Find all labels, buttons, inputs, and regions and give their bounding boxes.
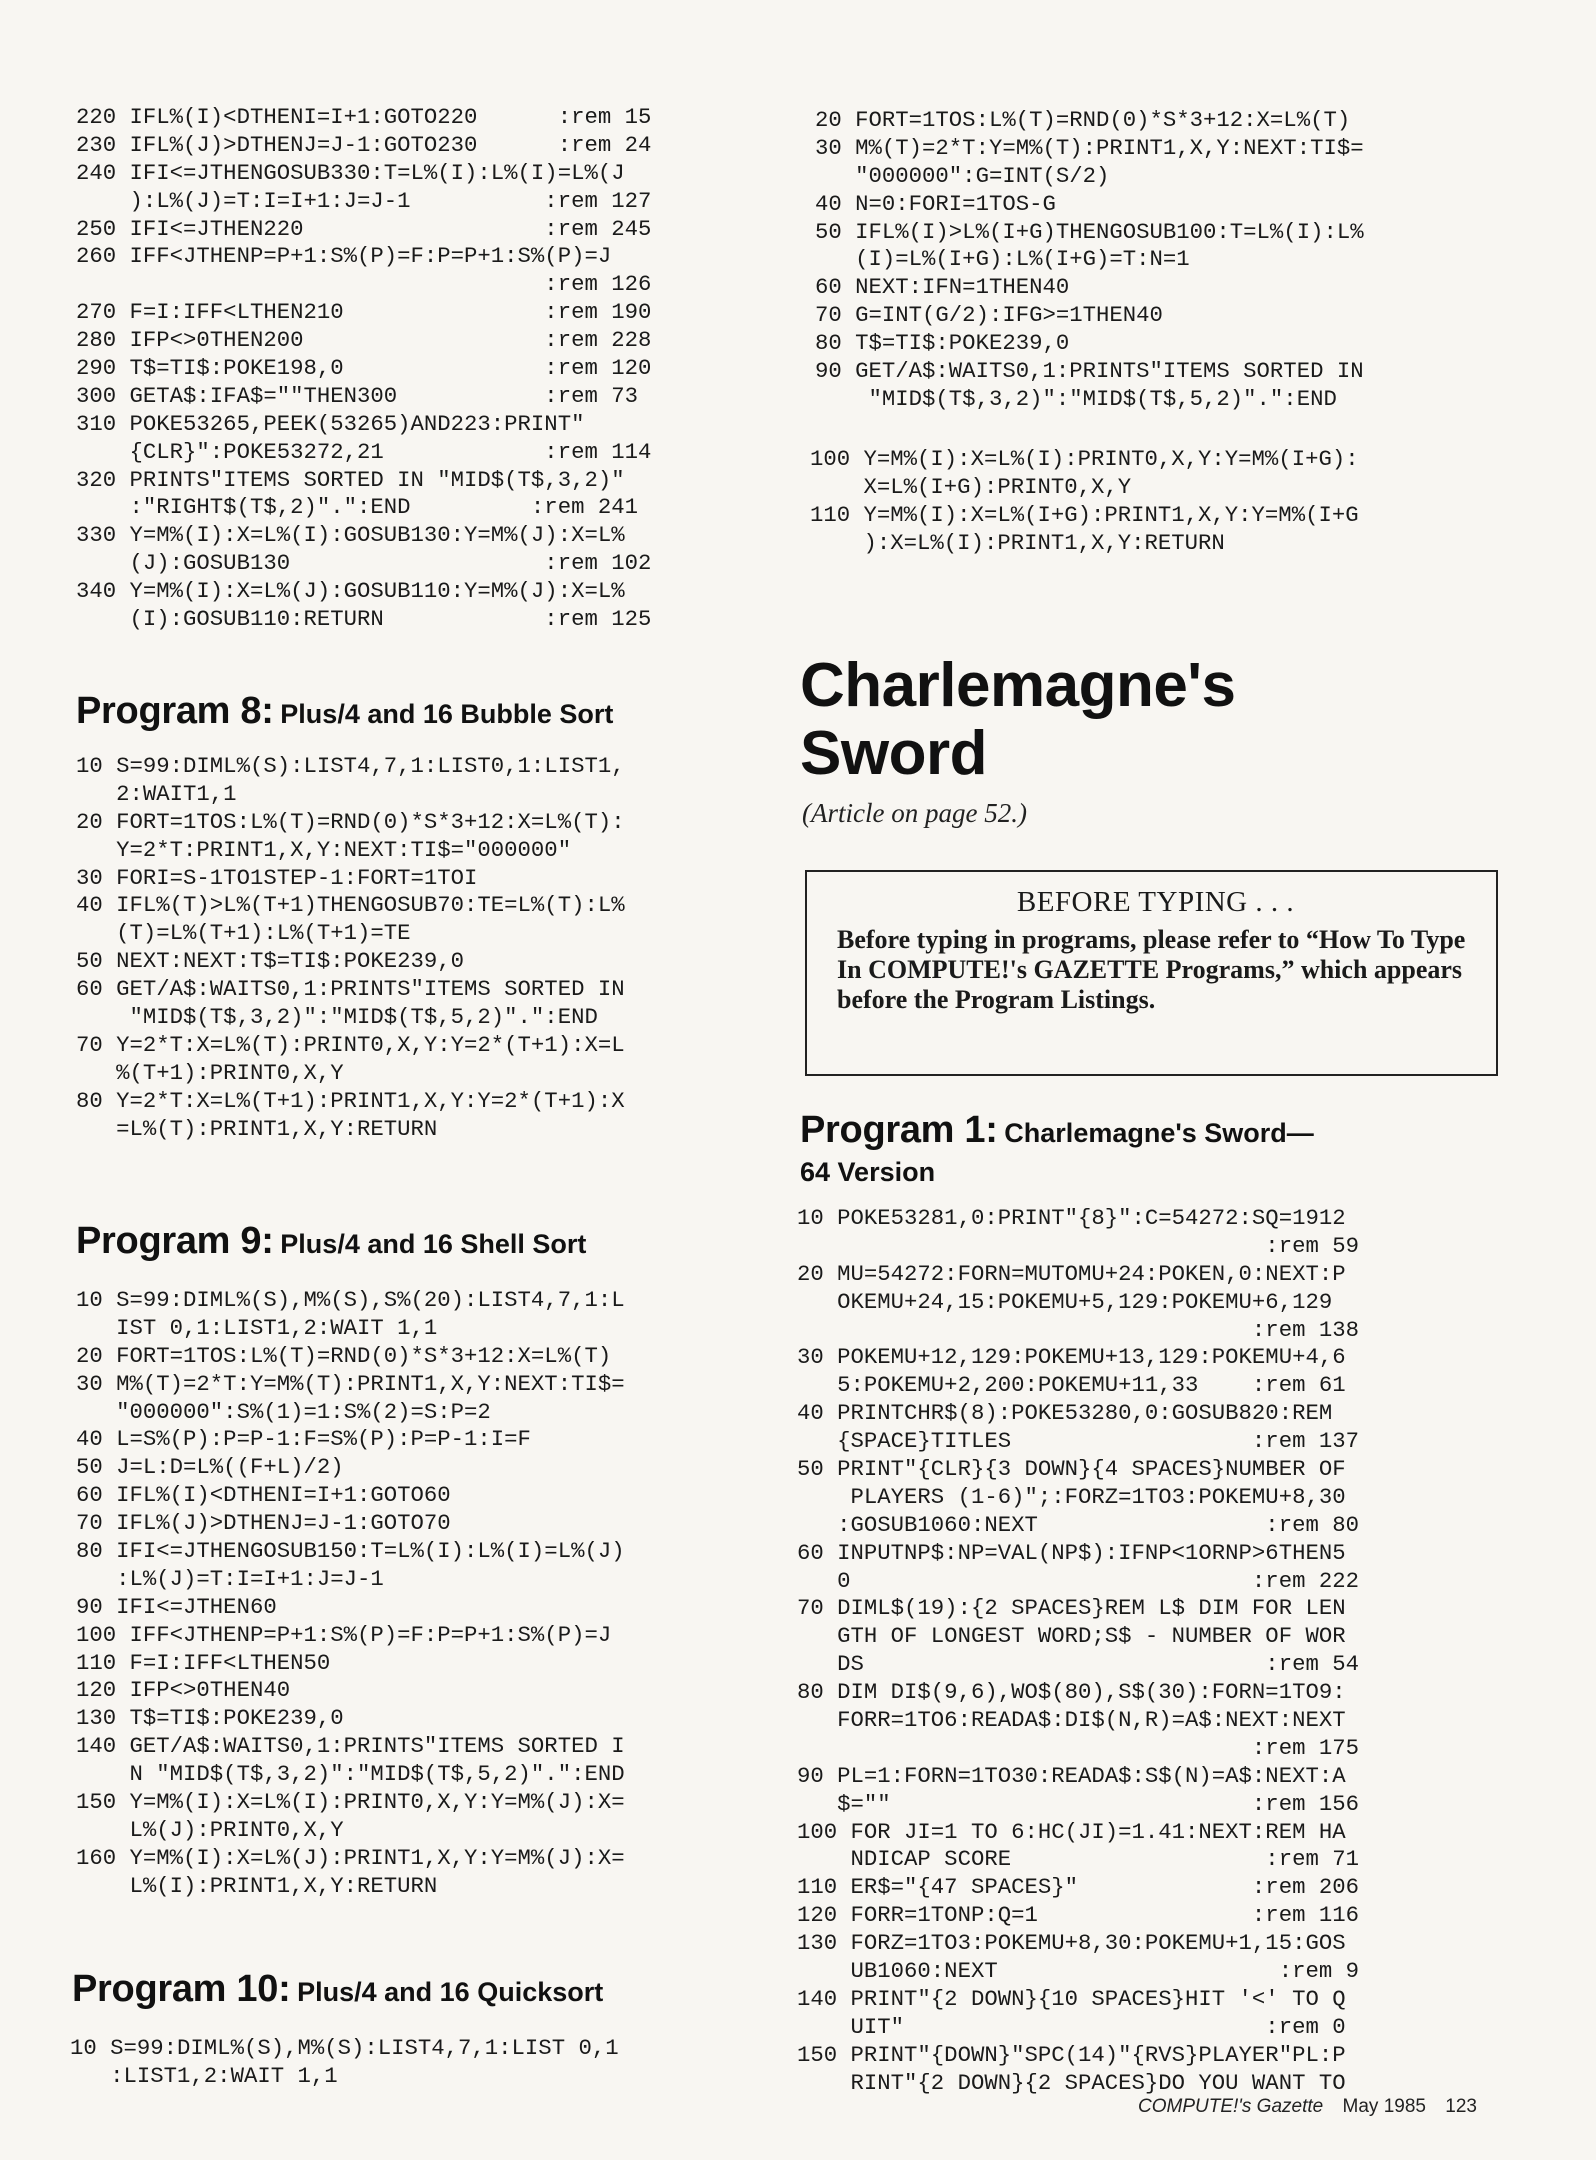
program-1-subtitle: 64 Version (800, 1157, 936, 1187)
listing-continued-right (815, 107, 1364, 414)
code-line: 0 :rem 222 (797, 1567, 1359, 1594)
article-title-line-1: Charlemagne's (800, 651, 1236, 720)
code-line: :GOSUB1060:NEXT :rem 80 (797, 1511, 1359, 1538)
code-line: 30 M%(T)=2*T:Y=M%(T):PRINT1,X,Y:NEXT:TI$= (76, 1370, 625, 1397)
code-line: $="" :rem 156 (797, 1790, 1359, 1817)
code-line: :"RIGHT$(T$,2)".":END :rem 241 (76, 494, 638, 521)
code-line: :L%(J)=T:I=I+1:J=J-1 (76, 1565, 384, 1592)
code-line: 140 PRINT"{2 DOWN}{10 SPACES}HIT '<' TO Q (797, 1985, 1346, 2012)
code-line: (T)=L%(T+1):L%(T+1)=TE (76, 920, 411, 947)
program-1-listing (797, 1205, 1359, 2098)
code-line: 130 T$=TI$:POKE239,0 (76, 1705, 344, 1732)
before-typing-box (805, 870, 1498, 1076)
page-footer (1138, 2096, 1477, 2118)
article-page-note: (Article on page 52.) (802, 798, 1027, 828)
code-line: 10 POKE53281,0:PRINT"{8}":C=54272:SQ=1912 (797, 1205, 1346, 1231)
footer-page-number: 123 (1445, 2096, 1477, 2117)
code-line: 150 Y=M%(I):X=L%(I):PRINT0,X,Y:Y=M%(J):X= (76, 1789, 625, 1816)
code-line: 40 L=S%(P):P=P-1:F=S%(P):P=P-1:I=F (76, 1426, 531, 1453)
program-9-heading (76, 1220, 586, 1263)
code-line: 140 GET/A$:WAITS0,1:PRINTS"ITEMS SORTED I (76, 1733, 625, 1760)
article-title-line-2: Sword (800, 719, 987, 788)
code-line: 100 FOR JI=1 TO 6:HC(JI)=1.41:NEXT:REM HA (797, 1818, 1346, 1845)
before-typing-title: BEFORE TYPING . . . (1016, 886, 1295, 918)
code-line: 5:POKEMU+2,200:POKEMU+11,33 :rem 61 (797, 1372, 1346, 1399)
code-line: 310 POKE53265,PEEK(53265)AND223:PRINT" (76, 410, 585, 437)
code-line: 150 PRINT"{DOWN}"SPC(14)"{RVS}PLAYER"PL:P (797, 2041, 1346, 2068)
code-line: 260 IFF<JTHENP=P+1:S%(P)=F:P=P+1:S%(P)=J (76, 243, 612, 270)
code-line: RINT"{2 DOWN}{2 SPACES}DO YOU WANT TO (797, 2069, 1346, 2096)
code-line: 80 IFI<=JTHENGOSUB150:T=L%(I):L%(I)=L%(J) (76, 1538, 625, 1565)
code-line: 60 GET/A$:WAITS0,1:PRINTS"ITEMS SORTED IN (76, 976, 625, 1003)
program-1-number: Program 1: (800, 1109, 998, 1151)
code-line: FORR=1TO6:READA$:DI$(N,R)=A$:NEXT:NEXT (797, 1707, 1346, 1734)
code-line: 20 MU=54272:FORN=MUTOMU+24:POKEN,0:NEXT:P (797, 1260, 1346, 1287)
code-line: 110 Y=M%(I):X=L%(I+G):PRINT1,X,Y:Y=M%(I+G (810, 501, 1359, 528)
footer-date: May 1985 (1342, 2096, 1426, 2117)
code-line: 30 FORI=S-1TO1STEP-1:FORT=1TOI (76, 864, 478, 891)
code-line: 80 DIM DI$(9,6),WO$(80),S$(30):FORN=1TO9: (797, 1679, 1346, 1706)
code-line: 70 IFL%(J)>DTHENJ=J-1:GOTO70 (76, 1510, 451, 1537)
code-line: :rem 126 (76, 271, 652, 298)
code-line: Y=2*T:PRINT1,X,Y:NEXT:TI$="000000" (76, 836, 572, 863)
program-1-heading (800, 1108, 1314, 1187)
code-line: 90 IFI<=JTHEN60 (76, 1593, 277, 1620)
code-line: 20 FORT=1TOS:L%(T)=RND(0)*S*3+12:X=L%(T) (815, 107, 1351, 133)
code-line: 70 G=INT(G/2):IFG>=1THEN40 (815, 302, 1163, 329)
code-line: UIT" :rem 0 (797, 2013, 1346, 2040)
code-line: 60 IFL%(I)<DTHENI=I+1:GOTO60 (76, 1482, 451, 1509)
program-9-title: Plus/4 and 16 Shell Sort (280, 1229, 587, 1259)
code-line: 100 IFF<JTHENP=P+1:S%(P)=F:P=P+1:S%(P)=J (76, 1621, 612, 1648)
code-line: 280 IFP<>0THEN200 :rem 228 (76, 327, 652, 354)
code-line: 2:WAIT1,1 (76, 780, 237, 807)
code-line: (I):GOSUB110:RETURN :rem 125 (76, 606, 652, 633)
code-line: ):X=L%(I):PRINT1,X,Y:RETURN (810, 529, 1225, 556)
code-line: 30 POKEMU+12,129:POKEMU+13,129:POKEMU+4,6 (797, 1344, 1346, 1371)
code-line: 50 J=L:D=L%((F+L)/2) (76, 1454, 344, 1481)
code-line: IST 0,1:LIST1,2:WAIT 1,1 (76, 1314, 438, 1341)
code-line: 270 F=I:IFF<LTHEN210 :rem 190 (76, 299, 652, 326)
code-line: 70 Y=2*T:X=L%(T):PRINT0,X,Y:Y=2*(T+1):X=L (76, 1031, 625, 1058)
code-line: 50 IFL%(I)>L%(I+G)THENGOSUB100:T=L%(I):L% (815, 218, 1364, 245)
code-line: 250 IFI<=JTHEN220 :rem 245 (76, 215, 652, 242)
code-line: {CLR}":POKE53272,21 :rem 114 (76, 438, 652, 465)
listing-continued-left (76, 104, 651, 634)
program-10-title: Plus/4 and 16 Quicksort (297, 1977, 604, 2007)
code-line: 20 FORT=1TOS:L%(T)=RND(0)*S*3+12:X=L%(T) (76, 1342, 612, 1369)
code-line: :LIST1,2:WAIT 1,1 (70, 2062, 338, 2089)
code-line: 10 S=99:DIML%(S):LIST4,7,1:LIST0,1:LIST1, (76, 753, 625, 779)
code-line: NDICAP SCORE :rem 71 (797, 1846, 1359, 1873)
code-line: OKEMU+24,15:POKEMU+5,129:POKEMU+6,129 (797, 1288, 1333, 1315)
article-title (800, 652, 1236, 788)
code-line: N "MID$(T$,3,2)":"MID$(T$,5,2)".":END (76, 1761, 625, 1788)
code-line: 40 PRINTCHR$(8):POKE53280,0:GOSUB820:REM (797, 1400, 1333, 1427)
code-line: :rem 59 (797, 1232, 1359, 1259)
code-line: 10 S=99:DIML%(S),M%(S),S%(20):LIST4,7,1:L (76, 1287, 625, 1313)
code-line: "000000":S%(1)=1:S%(2)=S:P=2 (76, 1398, 491, 1425)
code-line: 110 ER$="{47 SPACES}" :rem 206 (797, 1874, 1359, 1901)
code-line: :rem 175 (797, 1734, 1359, 1761)
code-line: 130 FORZ=1TO3:POKEMU+8,30:POKEMU+1,15:GOS (797, 1930, 1346, 1957)
program-1-title: Charlemagne's Sword— (1004, 1118, 1314, 1148)
program-10-heading (72, 1968, 603, 2011)
code-line: (J):GOSUB130 :rem 102 (76, 550, 652, 577)
code-line: 60 INPUTNP$:NP=VAL(NP$):IFNP<1ORNP>6THEN5 (797, 1539, 1346, 1566)
code-line: %(T+1):PRINT0,X,Y (76, 1059, 344, 1086)
code-line: 160 Y=M%(I):X=L%(J):PRINT1,X,Y:Y=M%(J):X= (76, 1844, 625, 1871)
code-line: DS :rem 54 (797, 1651, 1359, 1678)
code-line: 300 GETA$:IFA$=""THEN300 :rem 73 (76, 382, 638, 409)
code-line: :rem 138 (797, 1316, 1359, 1343)
code-line: "MID$(T$,3,2)":"MID$(T$,5,2)".":END (76, 1004, 598, 1031)
program-8-number: Program 8: (76, 690, 274, 732)
code-line: 110 F=I:IFF<LTHEN50 (76, 1649, 331, 1676)
code-line: L%(J):PRINT0,X,Y (76, 1816, 344, 1843)
code-line: GTH OF LONGEST WORD;S$ - NUMBER OF WOR (797, 1623, 1346, 1650)
code-line: 240 IFI<=JTHENGOSUB330:T=L%(I):L%(I)=L%(J (76, 159, 625, 186)
code-line: 340 Y=M%(I):X=L%(J):GOSUB110:Y=M%(J):X=L% (76, 578, 625, 605)
listing-continued-right-2 (810, 446, 1359, 558)
program-10-number: Program 10: (72, 1968, 291, 2010)
code-line: PLAYERS (1-6)";:FORZ=1TO3:POKEMU+8,30 (797, 1483, 1346, 1510)
before-typing-body: Before typing in programs, please refer to “How To Type In COMPUTE!'s GAZETTE Programs,” which appears before the Program Listings. (837, 925, 1466, 1014)
footer-magazine: COMPUTE!'s Gazette (1138, 2096, 1324, 2117)
code-line: 40 IFL%(T)>L%(T+1)THENGOSUB70:TE=L%(T):L% (76, 892, 625, 919)
code-line: 80 T$=TI$:POKE239,0 (815, 330, 1070, 357)
code-line: 20 FORT=1TOS:L%(T)=RND(0)*S*3+12:X=L%(T): (76, 808, 625, 835)
program-8-heading (76, 690, 613, 733)
code-line: {SPACE}TITLES :rem 137 (797, 1428, 1359, 1455)
code-line: 120 IFP<>0THEN40 (76, 1677, 291, 1704)
code-line: ):L%(J)=T:I=I+1:J=J-1 :rem 127 (76, 187, 652, 214)
code-line: 290 T$=TI$:POKE198,0 :rem 120 (76, 355, 652, 382)
code-line: 120 FORR=1TONP:Q=1 :rem 116 (797, 1902, 1359, 1929)
code-line: 100 Y=M%(I):X=L%(I):PRINT0,X,Y:Y=M%(I+G): (810, 446, 1359, 472)
code-line: 70 DIML$(19):{2 SPACES}REM L$ DIM FOR LEN (797, 1595, 1346, 1622)
code-line: 40 N=0:FORI=1TOS-G (815, 190, 1056, 217)
code-line: 90 PL=1:FORN=1TO30:READA$:S$(N)=A$:NEXT:A (797, 1762, 1346, 1789)
program-9-listing (76, 1287, 625, 1901)
code-line: 220 IFL%(I)<DTHENI=I+1:GOTO220 :rem 15 (76, 104, 652, 130)
code-line: 30 M%(T)=2*T:Y=M%(T):PRINT1,X,Y:NEXT:TI$= (815, 134, 1364, 161)
code-line: 90 GET/A$:WAITS0,1:PRINTS"ITEMS SORTED IN (815, 358, 1364, 385)
code-line: =L%(T):PRINT1,X,Y:RETURN (76, 1115, 438, 1142)
code-line: 50 PRINT"{CLR}{3 DOWN}{4 SPACES}NUMBER OF (797, 1456, 1346, 1483)
code-line: 10 S=99:DIML%(S),M%(S):LIST4,7,1:LIST 0,1 (70, 2035, 619, 2061)
code-line: 320 PRINTS"ITEMS SORTED IN "MID$(T$,3,2)" (76, 466, 625, 493)
code-line: 60 NEXT:IFN=1THEN40 (815, 274, 1070, 301)
program-9-number: Program 9: (76, 1220, 274, 1262)
program-8-title: Plus/4 and 16 Bubble Sort (280, 699, 614, 729)
program-8-listing (76, 753, 625, 1143)
code-line: "MID$(T$,3,2)":"MID$(T$,5,2)".":END (815, 385, 1337, 412)
code-line: L%(I):PRINT1,X,Y:RETURN (76, 1872, 438, 1899)
code-line: 50 NEXT:NEXT:T$=TI$:POKE239,0 (76, 948, 465, 975)
code-line: 230 IFL%(J)>DTHENJ=J-1:GOTO230 :rem 24 (76, 131, 652, 158)
code-line: X=L%(I+G):PRINT0,X,Y (810, 473, 1132, 500)
code-line: 330 Y=M%(I):X=L%(I):GOSUB130:Y=M%(J):X=L% (76, 522, 625, 549)
code-line: 80 Y=2*T:X=L%(T+1):PRINT1,X,Y:Y=2*(T+1):X (76, 1087, 625, 1114)
code-line: (I)=L%(I+G):L%(I+G)=T:N=1 (815, 246, 1190, 273)
code-line: "000000":G=INT(S/2) (815, 162, 1110, 189)
code-line: UB1060:NEXT :rem 9 (797, 1958, 1359, 1985)
program-10-listing (70, 2035, 619, 2091)
